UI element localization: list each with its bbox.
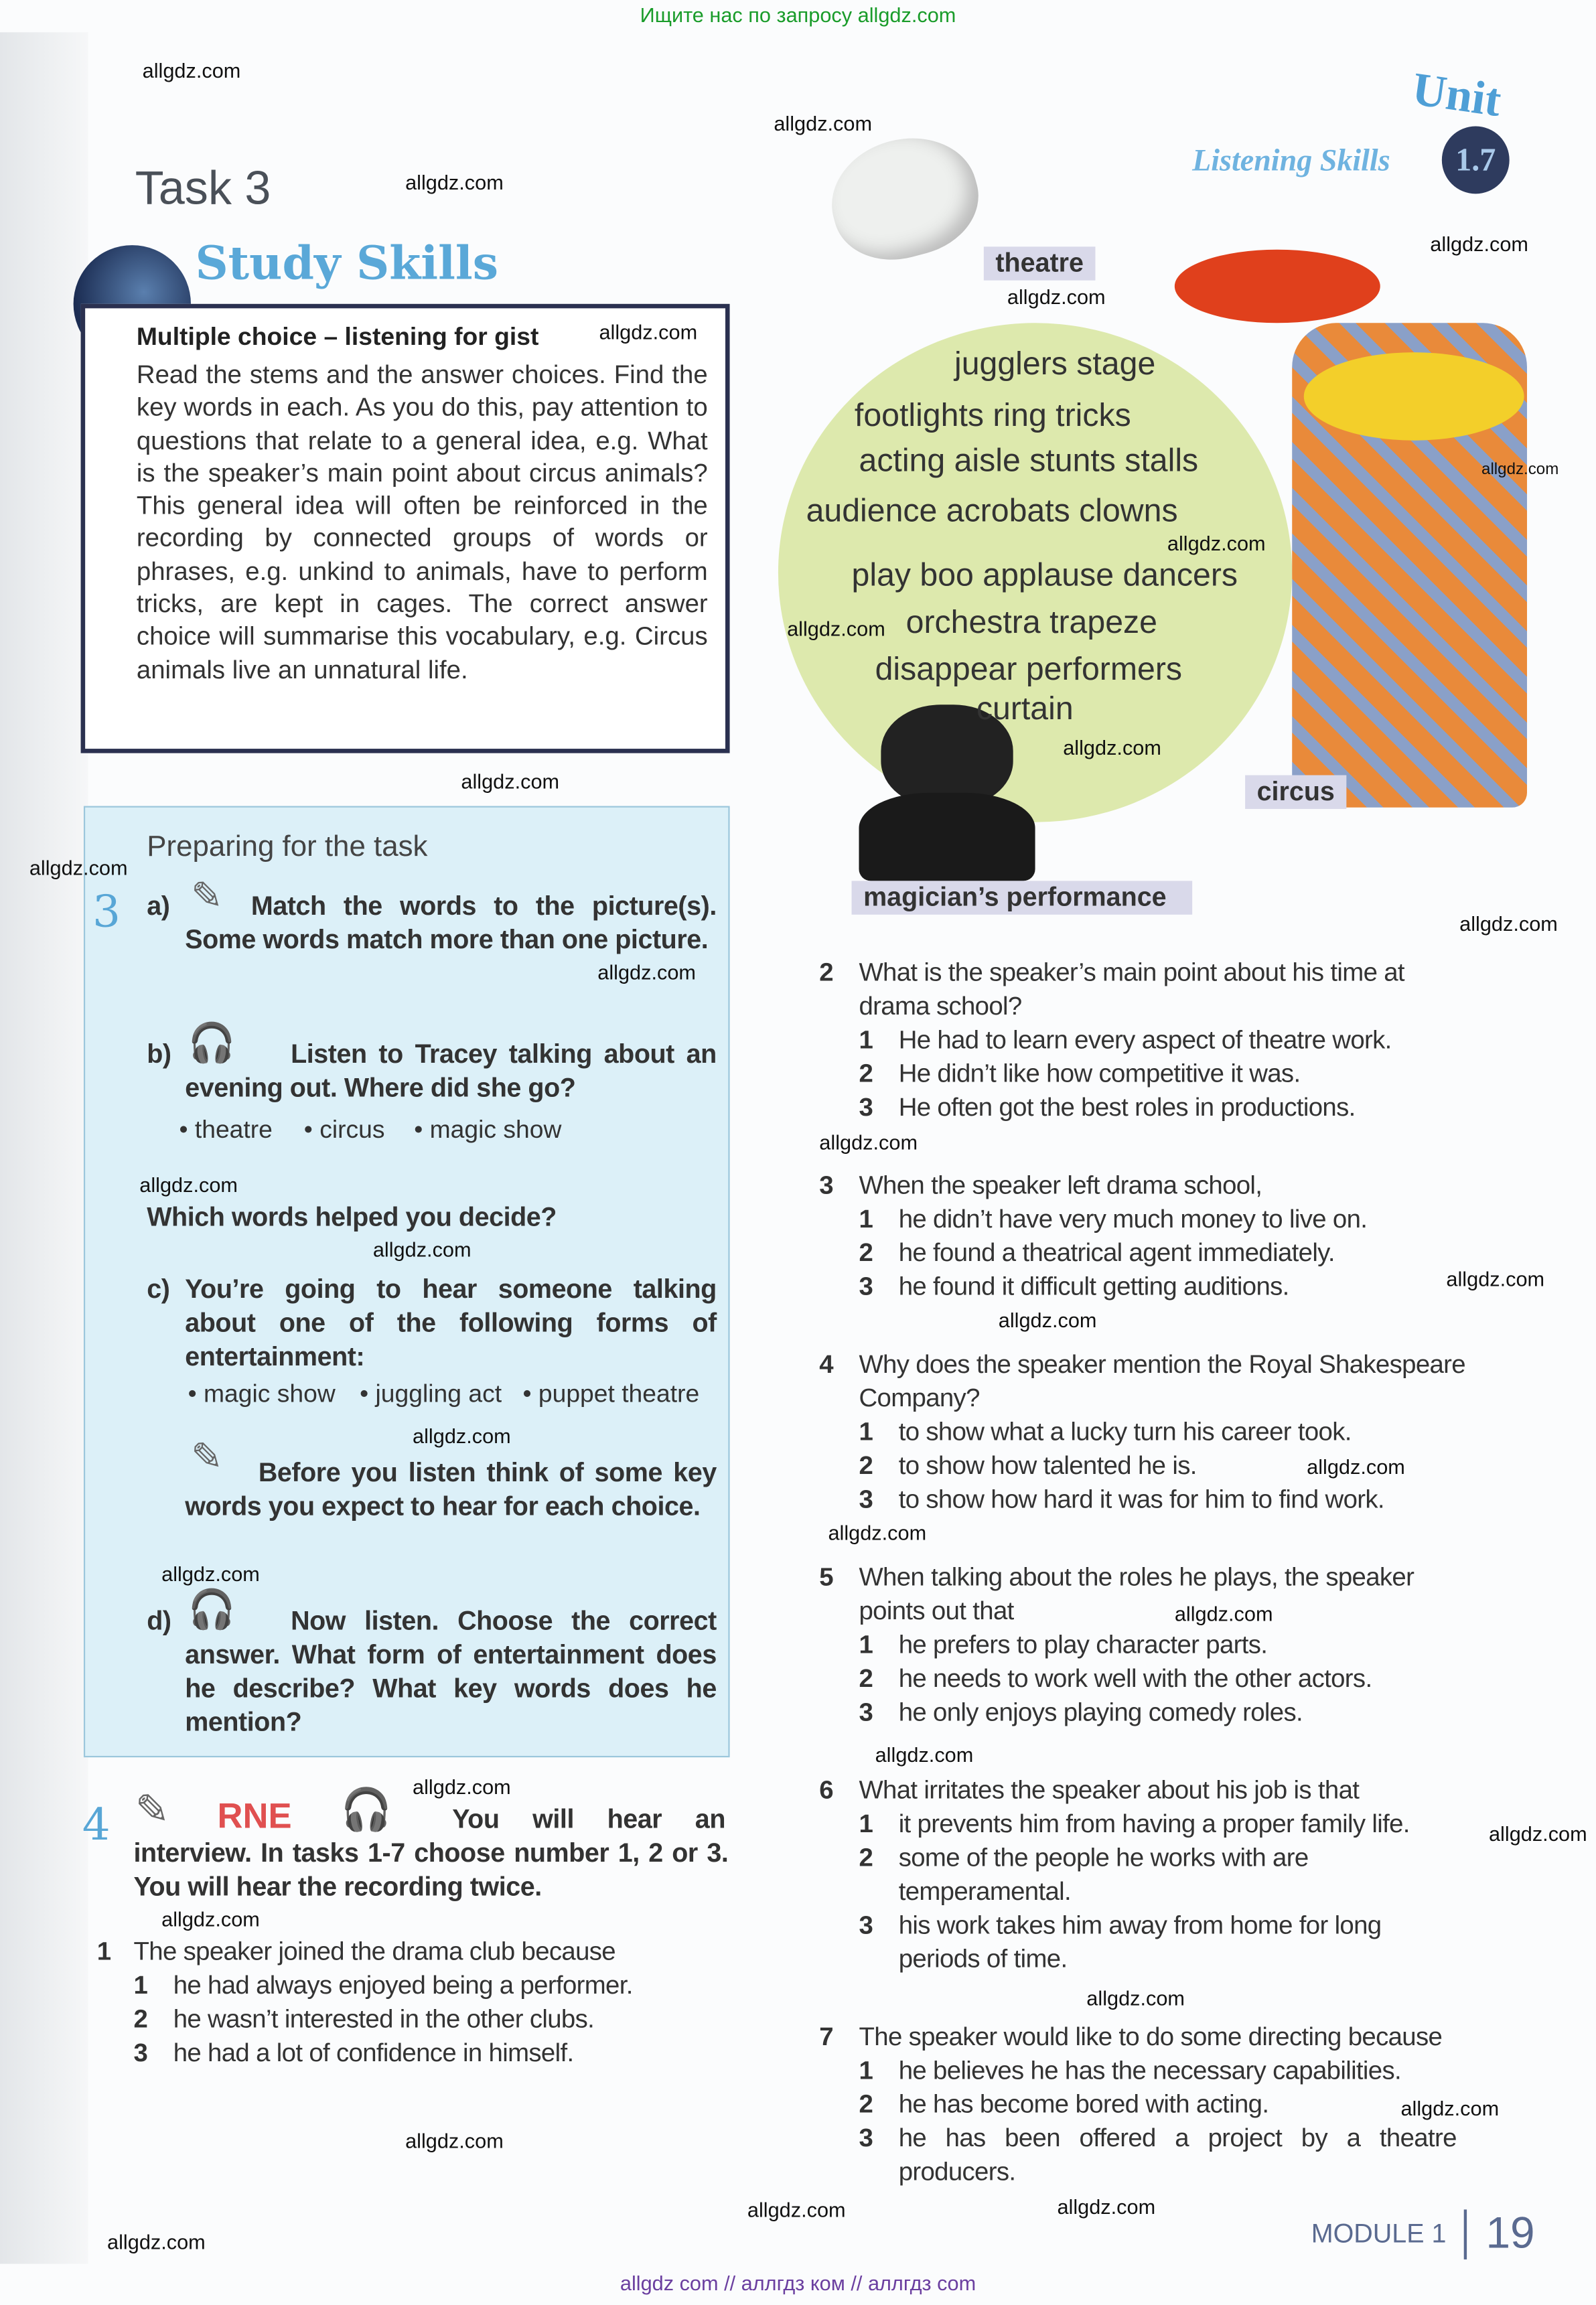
question-stem: What is the speaker’s main point about his time at drama school? <box>859 957 1404 1021</box>
answer-3: 3 his work takes him away from home for long periods of time. <box>859 1910 1382 1974</box>
answer-2: 2 he needs to work well with the other actors. <box>859 1663 1372 1693</box>
top-banner[interactable]: Ищите нас по запросу allgdz.com <box>640 3 956 27</box>
option-circus: • circus <box>303 1116 385 1144</box>
pencil-icon: ✎ <box>135 1785 170 1834</box>
question-4 <box>819 1348 1475 1517</box>
watermark: allgdz.com <box>1481 461 1559 479</box>
watermark: allgdz.com <box>1459 911 1558 936</box>
watermark: allgdz.com <box>139 1173 238 1197</box>
question-number: 6 <box>819 1775 833 1805</box>
answer-2: 2 some of the people he works with are temperamental. <box>859 1842 1309 1906</box>
answer-1: 1 he didn’t have very much money to live on. <box>859 1203 1368 1234</box>
module-label: MODULE 1 <box>1311 2219 1447 2249</box>
answer-1: 1 he prefers to play character parts. <box>859 1629 1268 1659</box>
watermark: allgdz.com <box>161 1907 260 1931</box>
watermark: allgdz.com <box>405 2128 504 2152</box>
watermark: allgdz.com <box>1007 285 1106 309</box>
watermark: allgdz.com <box>828 1521 927 1545</box>
label-magician: magician’s performance <box>852 881 1193 914</box>
answer-1: 1 it prevents him from having a proper family life. <box>859 1808 1410 1838</box>
task4-first-line: You will hear an <box>452 1804 725 1834</box>
option-puppet: • puppet theatre <box>522 1380 700 1408</box>
watermark: allgdz.com <box>1174 1601 1273 1625</box>
question-stem: The speaker joined the drama club because <box>133 1936 616 1966</box>
footer-divider <box>1465 2209 1467 2259</box>
watermark: allgdz.com <box>1167 531 1266 555</box>
label-circus: circus <box>1245 775 1346 809</box>
section-title: Listening Skills <box>1192 142 1390 178</box>
vocab-line: play boo applause dancers <box>851 556 1238 593</box>
bottom-banner[interactable]: allgdz com // аллгдз ком // аллгдз com <box>620 2271 976 2295</box>
answer-3: 3 he found it difficult getting auditions. <box>859 1271 1289 1301</box>
question-3 <box>819 1169 1475 1304</box>
label-theatre: theatre <box>984 246 1096 280</box>
watermark: allgdz.com <box>1430 232 1529 256</box>
magic-hat-image <box>859 793 1035 881</box>
vocab-line: curtain <box>976 690 1074 727</box>
answer-2: 2 he wasn’t interested in the other clubs. <box>133 2004 595 2034</box>
watermark: allgdz.com <box>142 58 241 82</box>
answer-1: 1 to show what a lucky turn his career took. <box>859 1416 1352 1446</box>
question-stem: The speaker would like to do some directing because <box>859 2021 1443 2051</box>
watermark: allgdz.com <box>599 319 698 344</box>
label-b: b) <box>147 1039 171 1069</box>
vocab-line: jugglers stage <box>954 345 1156 382</box>
theatre-mask-image <box>818 123 991 274</box>
vocab-line: footlights ring tricks <box>854 396 1131 433</box>
headphones-icon: 🎧 <box>340 1785 392 1834</box>
watermark: allgdz.com <box>787 616 885 640</box>
watermark: allgdz.com <box>1446 1266 1545 1291</box>
study-skills-body: Read the stems and the answer choices. Find the key words in each. As you do this, pay attention to questions that relate to a general idea, e.g. What is the speaker’s main point about circus animals? This general idea will often be reinforced in the recording by connected groups of words or phrases, e.g. unkind to animals, have to perform tricks, are kept in cages. The correct answer choice will summarise this vocabulary, e.g. Circus animals live an unnatural life. <box>136 360 708 684</box>
pencil-icon: ✎ <box>190 875 223 919</box>
task4-instructions: interview. In tasks 1-7 choose number 1, 2 or 3. You will hear the recording twice. <box>133 1838 729 1902</box>
answer-2: 2 He didn’t like how competitive it was. <box>859 1058 1301 1088</box>
watermark: allgdz.com <box>1063 735 1161 759</box>
vocab-line: orchestra trapeze <box>905 603 1157 640</box>
option-magic-show: • magic show <box>414 1116 562 1144</box>
answer-2: 2 he has become bored with acting. <box>859 2089 1269 2119</box>
watermark: allgdz.com <box>998 1308 1097 1332</box>
question-stem: What irritates the speaker about his job is that <box>859 1775 1360 1805</box>
study-skills-title: Study Skills <box>195 238 499 291</box>
label-a: a) <box>147 891 170 921</box>
task-title: Task 3 <box>135 161 271 215</box>
question-number: 2 <box>819 957 833 987</box>
watermark: allgdz.com <box>774 111 873 135</box>
exercise-d-text: Now listen. Choose the correct answer. What form of entertainment does he describe? What key words does he mention? <box>185 1606 717 1737</box>
exercise-number-4: 4 <box>82 1799 111 1852</box>
headphones-icon: 🎧 <box>188 1021 236 1066</box>
watermark: allgdz.com <box>819 1130 918 1155</box>
watermark: allgdz.com <box>597 960 696 984</box>
page-edge-shadow <box>0 32 88 2263</box>
exercise-a-text: Match the words to the picture(s). Some words match more than one picture. <box>185 891 717 954</box>
question-number: 4 <box>819 1349 833 1379</box>
question-7 <box>819 2020 1475 2189</box>
question-stem: When the speaker left drama school, <box>859 1170 1262 1200</box>
watermark: allgdz.com <box>1488 1821 1587 1846</box>
page-number: 19 <box>1485 2209 1535 2258</box>
question-2 <box>819 956 1475 1124</box>
clown-collar <box>1304 352 1524 441</box>
option-magic-show-c: • magic show <box>188 1380 336 1408</box>
question-1 <box>96 1935 691 2070</box>
answer-3: 3 he has been offered a project by a theatre producers. <box>859 2123 1457 2186</box>
question-number: 3 <box>819 1170 833 1200</box>
watermark: allgdz.com <box>372 1238 471 1262</box>
vocab-line: audience acrobats clowns <box>806 492 1178 529</box>
study-skills-box <box>81 304 730 753</box>
task4-flow <box>96 1837 729 2071</box>
watermark: allgdz.com <box>405 170 504 194</box>
headphones-icon: 🎧 <box>188 1588 236 1633</box>
vocab-line: acting aisle stunts stalls <box>859 441 1199 479</box>
exercise-number-3: 3 <box>92 887 121 938</box>
question-6 <box>819 1773 1475 1976</box>
question-5 <box>819 1560 1475 1729</box>
question-number: 5 <box>819 1562 833 1592</box>
watermark: allgdz.com <box>875 1742 974 1767</box>
answer-1: 1 he believes he has the necessary capabilities. <box>859 2055 1402 2085</box>
question-stem: When talking about the roles he plays, the speaker points out that <box>859 1562 1414 1625</box>
answer-3: 3 He often got the best roles in productions. <box>859 1092 1356 1122</box>
watermark: allgdz.com <box>413 1775 511 1799</box>
clown-hair <box>1175 250 1380 323</box>
answer-1: 1 he had always enjoyed being a performer. <box>133 1970 633 2000</box>
vocab-line: disappear performers <box>875 650 1183 687</box>
answer-1: 1 He had to learn every aspect of theatre work. <box>859 1025 1392 1055</box>
question-number: 7 <box>819 2021 833 2051</box>
watermark: allgdz.com <box>747 2197 846 2221</box>
exercise-c-text: You’re going to hear someone talking about one of the following forms of entertainment: <box>185 1274 717 1371</box>
watermark: allgdz.com <box>1400 2096 1500 2120</box>
question-stem: Why does the speaker mention the Royal Shakespeare Company? <box>859 1349 1465 1412</box>
option-theatre: • theatre <box>179 1116 273 1144</box>
watermark: allgdz.com <box>461 769 560 793</box>
answer-3: 3 to show how hard it was for him to find work. <box>859 1484 1384 1514</box>
watermark: allgdz.com <box>161 1562 260 1586</box>
exercise-b-text: Listen to Tracey talking about an evening out. Where did she go? <box>185 1039 717 1103</box>
question-number: 1 <box>96 1936 111 1966</box>
preparing-title: Preparing for the task <box>147 830 428 864</box>
page-footer <box>1311 2209 1535 2259</box>
answer-3: 3 he had a lot of confidence in himself. <box>133 2037 574 2067</box>
watermark: allgdz.com <box>1057 2195 1156 2219</box>
exercise-c-text2: Before you listen think of some key words you expect to hear for each choice. <box>185 1457 717 1521</box>
label-d: d) <box>147 1606 171 1636</box>
exercise-b-question: Which words helped you decide? <box>147 1202 557 1232</box>
answer-3: 3 he only enjoys playing comedy roles. <box>859 1697 1303 1727</box>
watermark: allgdz.com <box>1307 1455 1405 1479</box>
watermark: allgdz.com <box>29 856 128 880</box>
option-juggling: • juggling act <box>360 1380 502 1408</box>
answer-2: 2 to show how talented he is. <box>859 1450 1197 1480</box>
watermark: allgdz.com <box>107 2230 206 2254</box>
unit-word: Unit <box>1409 62 1505 127</box>
rne-badge: RNE <box>217 1797 292 1837</box>
label-c: c) <box>147 1274 170 1304</box>
watermark: allgdz.com <box>1086 1986 1185 2010</box>
study-skills-heading: Multiple choice – listening for gist <box>136 323 539 351</box>
answer-2: 2 he found a theatrical agent immediately. <box>859 1238 1335 1267</box>
watermark: allgdz.com <box>413 1424 511 1448</box>
unit-number-badge: 1.7 <box>1442 127 1510 194</box>
pencil-icon: ✎ <box>190 1436 223 1480</box>
